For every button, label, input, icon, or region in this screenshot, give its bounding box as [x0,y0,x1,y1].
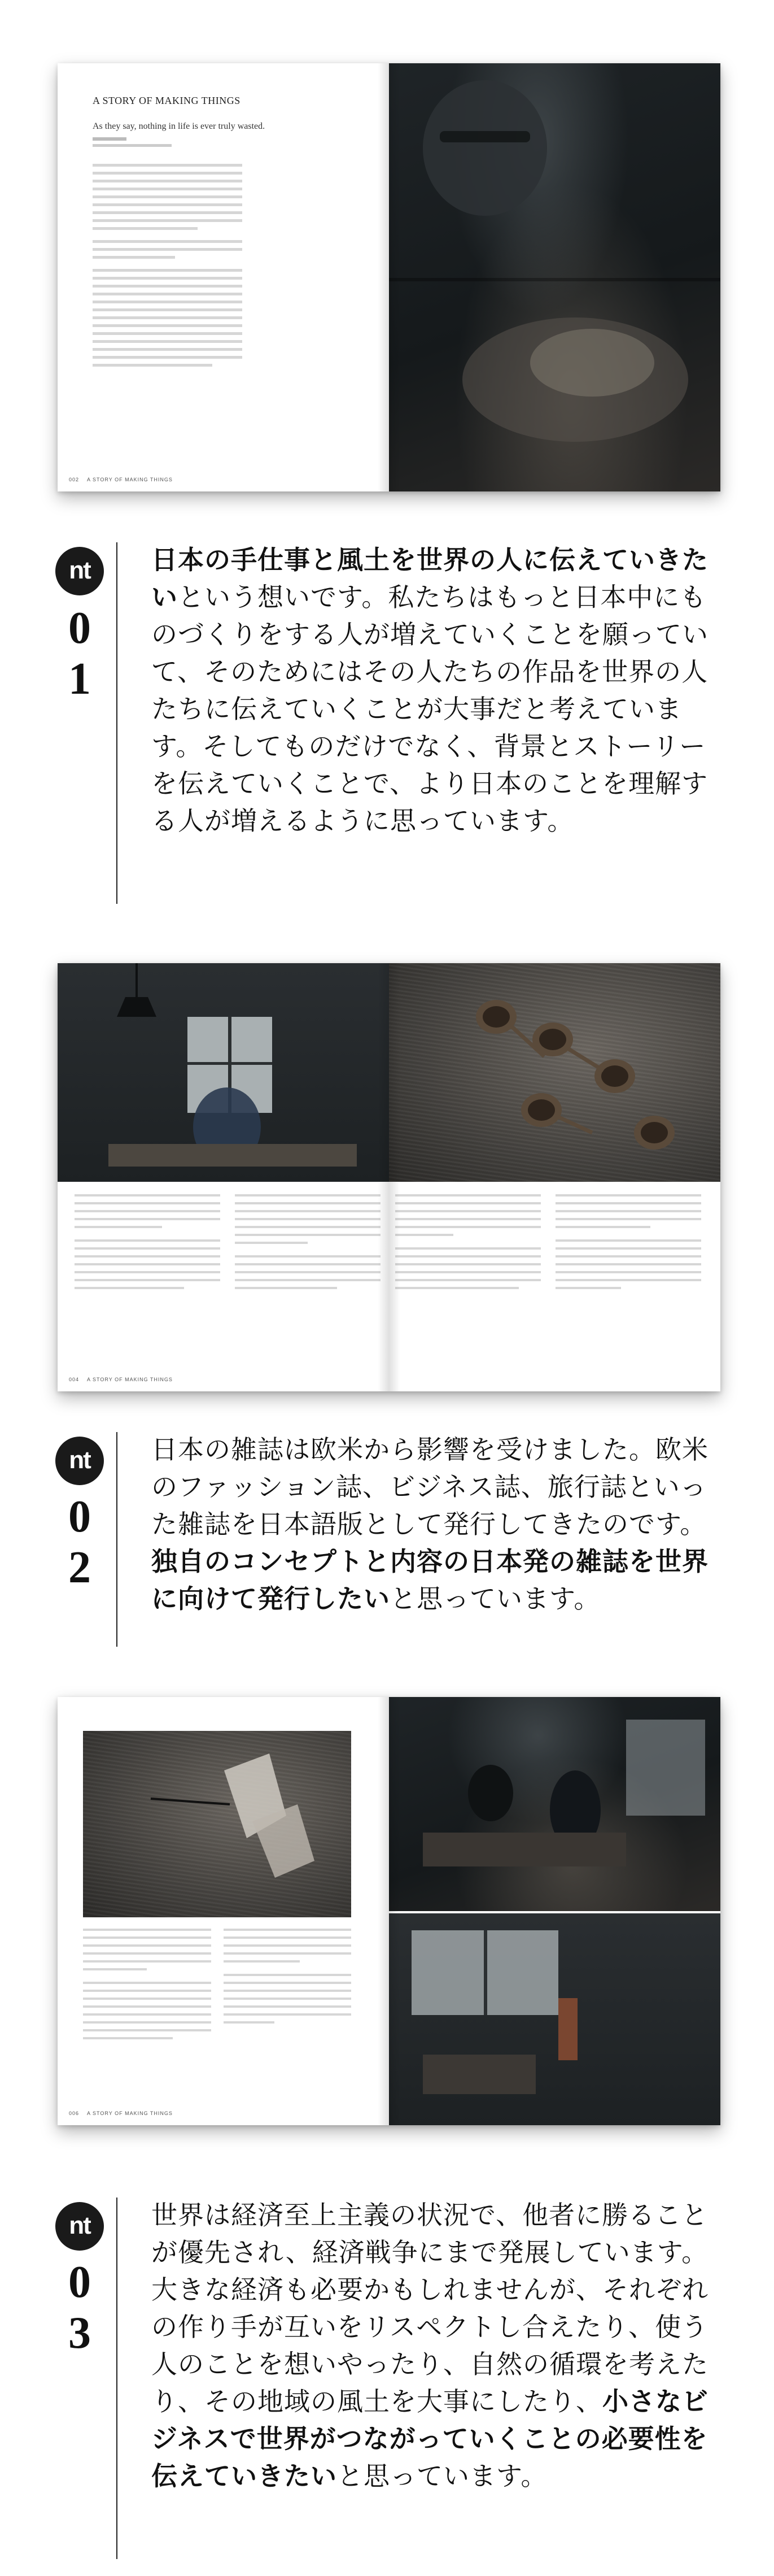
section-number-digit: 0 [68,1492,91,1542]
section-number-digit: 0 [68,2257,91,2307]
wood-pieces-photo [83,1731,351,1917]
craftsmen-working-photo [389,1697,720,1911]
section-2-text: 日本の雑誌は欧米から影響を受けました。欧米のファッション誌、ビジネス誌、旅行誌といった雑誌を日本語版として発行してきたのです。独自のコンセプトと内容の日本発の雑誌を世界に向けて発行したいと思っています。 [151,1434,709,1614]
section-number-digit: 3 [68,2308,91,2358]
text-column [75,1194,220,1295]
section-divider-line [116,2198,117,2559]
byline-placeholder [93,137,126,141]
page-folio: 002 A STORY OF MAKING THINGS [69,477,173,482]
workshop-window-photo [58,963,389,1182]
section-number-digit: 0 [68,603,91,653]
coat-rack-room-photo [389,1913,720,2125]
magazine-spread-1 [58,63,720,491]
magazine-spread-2 [58,963,720,1391]
section-number-digit: 2 [68,1543,91,1592]
spread-2-text-area [58,1182,720,1391]
nt-logo-badge: nt [55,547,104,595]
article-title: A STORY OF MAKING THINGS [93,95,240,106]
spread-1-left-page [58,63,389,491]
text-column [235,1194,381,1295]
wooden-scoops-photo [389,963,720,1182]
page-folio: 006 A STORY OF MAKING THINGS [69,2111,173,2116]
text-column [556,1194,701,1295]
article-subtitle: As they say, nothing in life is ever truly wasted. [93,121,265,131]
text-column [83,1929,211,2045]
text-column [224,1929,352,2045]
text-column [395,1194,541,1295]
section-1-text: 日本の手仕事と風土を世界の人に伝えていきたいという想いです。私たちはもっと日本中にものづくりをする人が増えていくことを願っていて、そのためにはその人たちの作品を世界の人たちに伝えていくことが大事だと考えています。そしてものだけでなく、背景とストーリーを伝えていくことで、より日本のことを理解する人が増えるように思っています。 [151,545,709,836]
nt-logo-badge: nt [55,2202,104,2251]
body-text-block [93,164,242,367]
byline-placeholder-2 [93,144,172,147]
section-number-digit: 1 [68,654,91,704]
spread-3-left-page [58,1697,389,2125]
craftsman-workshop-photo [389,63,720,491]
section-3-text: 世界は経済至上主義の状況で、他者に勝ることが優先され、経済戦争にまで発展しています。大きな経済も必要かもしれませんが、それぞれの作り手が互いをリスペクトし合えたり、使う人のことを想いやったり、自然の循環を考えたり、その地域の風土を大事にしたり、小さなビジネスで世界がつながっていくことの必要性を伝えていきたいと思っています。 [151,2200,709,2491]
magazine-spread-3 [58,1697,720,2125]
section-divider-line [116,1432,117,1647]
section-divider-line [116,542,117,904]
page-folio: 004 A STORY OF MAKING THINGS [69,1377,173,1382]
nt-logo-badge: nt [55,1437,104,1485]
